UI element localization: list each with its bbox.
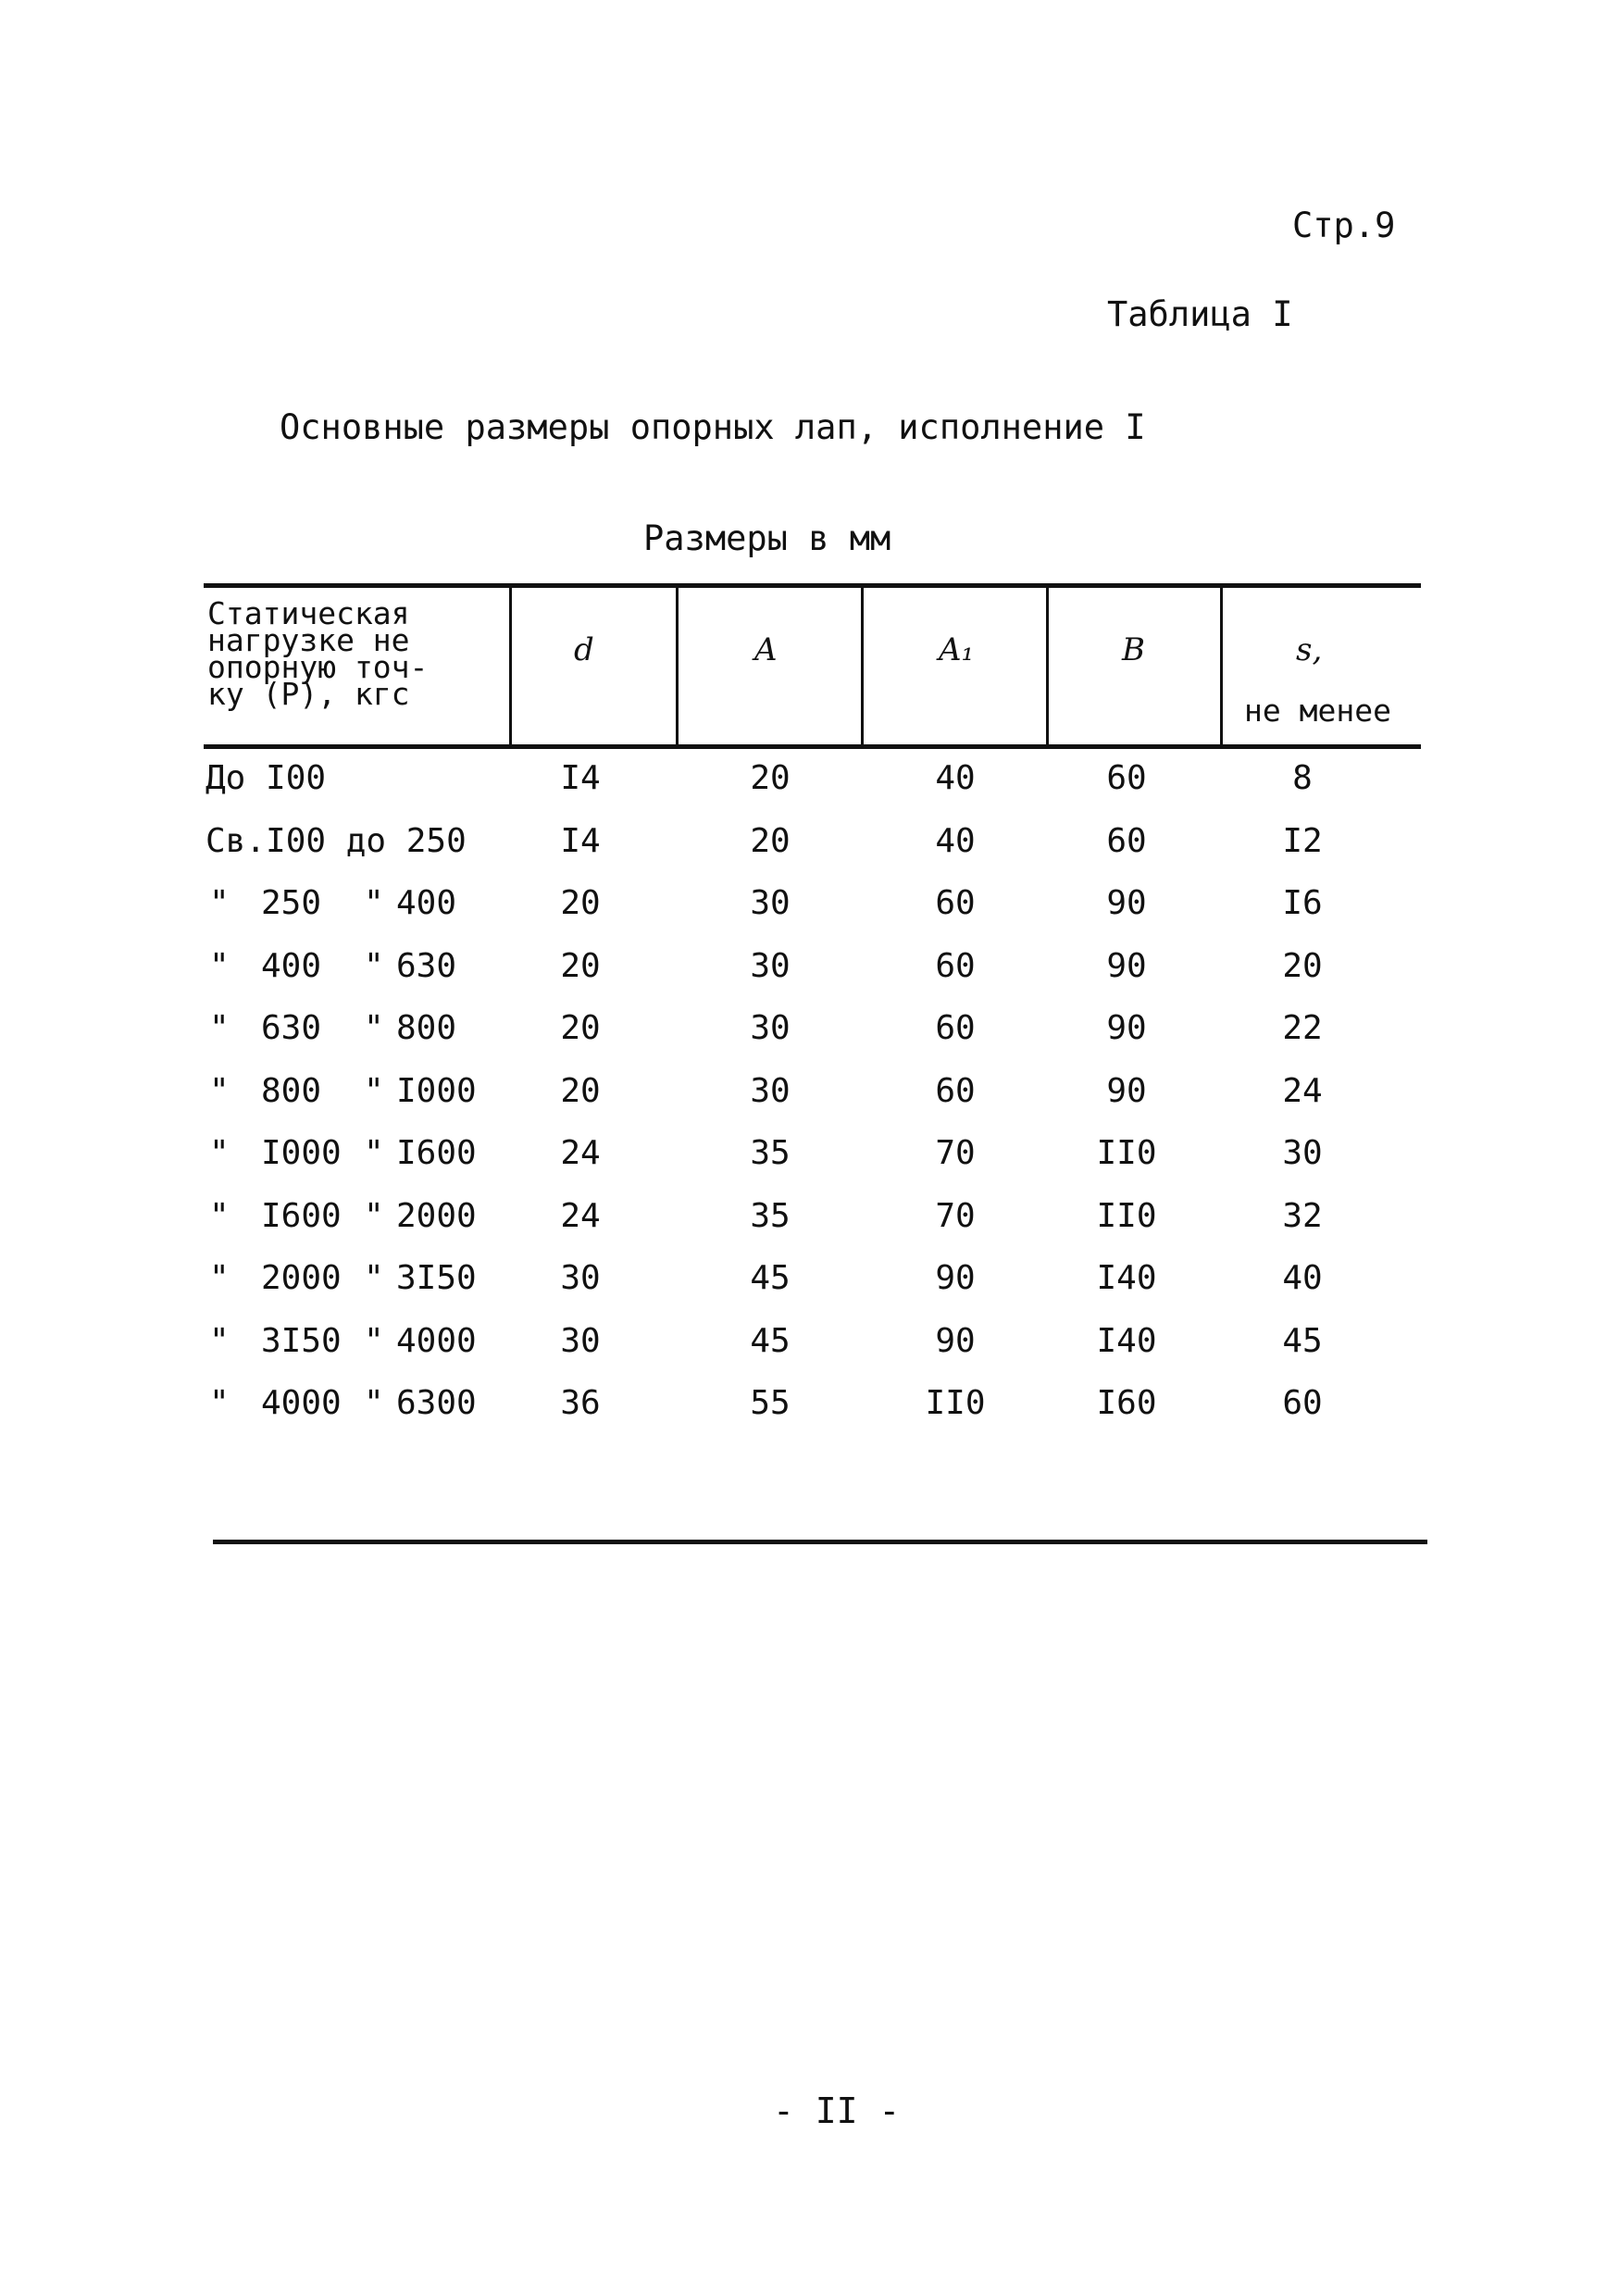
cell-load-from: 250 <box>261 884 322 922</box>
cell-B: I40 <box>1096 1321 1157 1360</box>
page-number: Стр.9 <box>1292 206 1396 245</box>
cell-d: I4 <box>560 821 601 860</box>
cell-s: I2 <box>1282 821 1323 860</box>
cell-ditto-mark: " <box>209 1384 230 1422</box>
cell-A: 20 <box>750 821 791 860</box>
cell-A: 30 <box>750 1071 791 1110</box>
table-row <box>204 947 1421 1003</box>
cell-ditto-mark: " <box>209 1196 230 1235</box>
cell-ditto-mark: " <box>209 1321 230 1360</box>
cell-load-from: I600 <box>261 1196 342 1235</box>
cell-ditto-mark: " <box>364 1259 384 1297</box>
cell-A1: 70 <box>935 1134 976 1172</box>
cell-B: I40 <box>1096 1259 1157 1297</box>
table-row <box>204 1072 1421 1128</box>
cell-d: I4 <box>560 759 601 797</box>
table-row <box>204 822 1421 878</box>
cell-s: 30 <box>1282 1134 1323 1172</box>
cell-load-from: 4000 <box>261 1384 342 1422</box>
cell-ditto-mark: " <box>209 946 230 985</box>
cell-A: 20 <box>750 759 791 797</box>
cell-d: 30 <box>560 1321 601 1360</box>
cell-load-from: I000 <box>261 1134 342 1172</box>
cell-ditto-mark: " <box>364 1321 384 1360</box>
cell-s: 60 <box>1282 1384 1323 1422</box>
cell-A: 55 <box>750 1384 791 1422</box>
cell-load-to: 6300 <box>396 1384 477 1422</box>
cell-A1: 40 <box>935 821 976 860</box>
table-bottom-rule <box>213 1540 1427 1544</box>
cell-A1: 60 <box>935 946 976 985</box>
column-divider <box>509 585 512 744</box>
cell-B: 60 <box>1106 759 1147 797</box>
table-header-rule <box>204 744 1421 749</box>
cell-load-to: I600 <box>396 1134 477 1172</box>
cell-s: 32 <box>1282 1196 1323 1235</box>
cell-d: 36 <box>560 1384 601 1422</box>
cell-load-from: 800 <box>261 1071 322 1110</box>
cell-B: 90 <box>1106 884 1147 922</box>
units-note: Размеры в мм <box>643 518 891 558</box>
cell-A1: 70 <box>935 1196 976 1235</box>
cell-ditto-mark: " <box>209 1259 230 1297</box>
cell-A: 30 <box>750 946 791 985</box>
cell-ditto-mark: " <box>364 1071 384 1110</box>
cell-A1: 90 <box>935 1321 976 1360</box>
cell-load-from: 3I50 <box>261 1321 342 1360</box>
cell-A: 45 <box>750 1259 791 1297</box>
cell-A: 45 <box>750 1321 791 1360</box>
cell-A1: 40 <box>935 759 976 797</box>
cell-ditto-mark: " <box>209 1071 230 1110</box>
cell-A1: 60 <box>935 884 976 922</box>
cell-A: 35 <box>750 1134 791 1172</box>
cell-load-from: 630 <box>261 1009 322 1047</box>
cell-load-from: 400 <box>261 946 322 985</box>
cell-ditto-mark: " <box>209 1009 230 1047</box>
cell-s: 20 <box>1282 946 1323 985</box>
cell-B: 60 <box>1106 821 1147 860</box>
cell-ditto-mark: " <box>364 1196 384 1235</box>
cell-s: 45 <box>1282 1321 1323 1360</box>
cell-load-range: Св.I00 до 250 <box>205 821 467 860</box>
cell-d: 20 <box>560 884 601 922</box>
table-label: Таблица I <box>1107 294 1293 334</box>
cell-load-from: 2000 <box>261 1259 342 1297</box>
cell-d: 24 <box>560 1134 601 1172</box>
cell-load-to: 630 <box>396 946 457 985</box>
cell-s: 22 <box>1282 1009 1323 1047</box>
cell-A1: 60 <box>935 1071 976 1110</box>
cell-d: 20 <box>560 946 601 985</box>
cell-B: II0 <box>1096 1196 1157 1235</box>
header-s: s, <box>1296 631 1323 668</box>
header-A: A <box>754 631 778 668</box>
column-divider <box>676 585 679 744</box>
cell-d: 20 <box>560 1009 601 1047</box>
cell-load-to: I000 <box>396 1071 477 1110</box>
cell-load-to: 3I50 <box>396 1259 477 1297</box>
column-divider <box>861 585 864 744</box>
footer-page-number: - II - <box>773 2090 901 2131</box>
dimensions-table <box>204 583 1421 1551</box>
table-row <box>204 1384 1421 1440</box>
cell-s: 24 <box>1282 1071 1323 1110</box>
cell-load-to: 2000 <box>396 1196 477 1235</box>
cell-ditto-mark: " <box>364 884 384 922</box>
cell-ditto-mark: " <box>364 1009 384 1047</box>
header-B: B <box>1122 631 1145 668</box>
cell-B: 90 <box>1106 1071 1147 1110</box>
cell-load-to: 800 <box>396 1009 457 1047</box>
cell-A1: 60 <box>935 1009 976 1047</box>
table-top-rule <box>204 583 1421 588</box>
cell-A1: 90 <box>935 1259 976 1297</box>
cell-s: I6 <box>1282 884 1323 922</box>
cell-d: 20 <box>560 1071 601 1110</box>
header-static-load: Статическая нагрузке не опорную точ- ку (P), кгс <box>207 595 429 712</box>
header-s-note: не менее <box>1244 693 1391 729</box>
column-divider <box>1046 585 1049 744</box>
cell-s: 8 <box>1292 759 1313 797</box>
cell-A: 30 <box>750 884 791 922</box>
table-title: Основные размеры опорных лап, исполнение I <box>280 407 1146 447</box>
cell-ditto-mark: " <box>209 1134 230 1172</box>
table-row <box>204 1259 1421 1315</box>
header-d: d <box>574 631 594 668</box>
cell-B: 90 <box>1106 1009 1147 1047</box>
cell-B: 90 <box>1106 946 1147 985</box>
cell-load-to: 4000 <box>396 1321 477 1360</box>
cell-d: 24 <box>560 1196 601 1235</box>
cell-s: 40 <box>1282 1259 1323 1297</box>
column-divider <box>1220 585 1223 744</box>
cell-B: I60 <box>1096 1384 1157 1422</box>
table-row <box>204 1322 1421 1378</box>
cell-load-range: До I00 <box>205 759 327 797</box>
cell-d: 30 <box>560 1259 601 1297</box>
table-row <box>204 1009 1421 1065</box>
cell-ditto-mark: " <box>364 1134 384 1172</box>
cell-ditto-mark: " <box>364 1384 384 1422</box>
table-row <box>204 884 1421 940</box>
cell-A: 30 <box>750 1009 791 1047</box>
table-row <box>204 1197 1421 1253</box>
cell-A1: II0 <box>925 1384 986 1422</box>
header-A1: A₁ <box>939 631 975 668</box>
cell-ditto-mark: " <box>209 884 230 922</box>
table-row <box>204 1134 1421 1190</box>
cell-B: II0 <box>1096 1134 1157 1172</box>
table-row <box>204 759 1421 815</box>
cell-A: 35 <box>750 1196 791 1235</box>
cell-ditto-mark: " <box>364 946 384 985</box>
cell-load-to: 400 <box>396 884 457 922</box>
